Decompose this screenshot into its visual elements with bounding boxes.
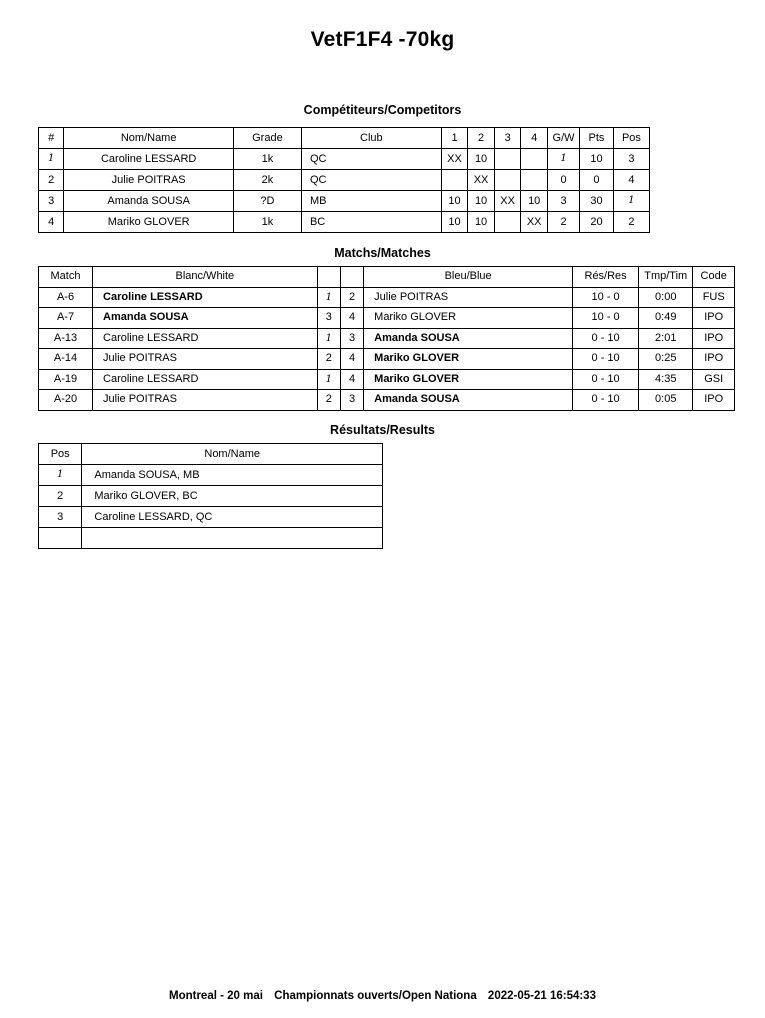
match-code: FUS — [693, 287, 735, 308]
match-result: 0 - 10 — [573, 349, 639, 370]
competitor-grade: 2k — [233, 170, 301, 191]
results-heading: Résultats/Results — [330, 423, 435, 437]
column-header: 4 — [521, 128, 548, 149]
match-code: IPO — [693, 390, 735, 411]
matches-table — [38, 266, 735, 411]
column-header: Code — [693, 267, 735, 288]
competitor-grade: 1k — [233, 212, 301, 233]
competitor-position: 1 — [613, 191, 649, 212]
column-header: Pts — [580, 128, 614, 149]
footer — [0, 990, 765, 1002]
result-name — [82, 528, 383, 549]
competitor-points: 30 — [580, 191, 614, 212]
match-id: A-6 — [39, 287, 93, 308]
competitor-round-2: 10 — [468, 212, 495, 233]
match-result: 0 - 10 — [573, 369, 639, 390]
match-white-number: 2 — [317, 349, 340, 370]
competitor-points: 20 — [580, 212, 614, 233]
table-row — [39, 528, 383, 549]
result-name: Mariko GLOVER, BC — [82, 486, 383, 507]
competitors-header-row — [39, 128, 650, 149]
table-row — [39, 287, 735, 308]
match-white-number: 1 — [317, 287, 340, 308]
column-header: Club — [301, 128, 441, 149]
match-white-name: Caroline LESSARD — [93, 328, 318, 349]
table-row — [39, 390, 735, 411]
competitor-grade: 1k — [233, 149, 301, 170]
result-position: 1 — [39, 465, 82, 486]
match-id: A-19 — [39, 369, 93, 390]
competitor-number: 2 — [39, 170, 64, 191]
result-position — [39, 528, 82, 549]
competitor-gw: 2 — [547, 212, 579, 233]
matches-section — [38, 266, 735, 411]
column-header: Bleu/Blue — [364, 267, 573, 288]
match-id: A-7 — [39, 308, 93, 329]
competitor-round-3 — [494, 212, 521, 233]
competitor-round-1 — [441, 170, 468, 191]
competitors-section — [38, 127, 650, 233]
footer-timestamp: 2022-05-21 16:54:33 — [487, 990, 596, 1002]
matches-heading: Matchs/Matches — [334, 246, 431, 260]
competitor-name: Mariko GLOVER — [64, 212, 233, 233]
competitor-name: Julie POITRAS — [64, 170, 233, 191]
match-blue-name: Amanda SOUSA — [364, 390, 573, 411]
column-header: Blanc/White — [93, 267, 318, 288]
match-white-name: Caroline LESSARD — [93, 287, 318, 308]
match-time: 0:49 — [639, 308, 693, 329]
table-row — [39, 191, 650, 212]
competitor-number: 4 — [39, 212, 64, 233]
competitors-heading: Compétiteurs/Competitors — [303, 103, 462, 117]
competitor-club: QC — [301, 149, 441, 170]
match-white-number: 1 — [317, 369, 340, 390]
competitor-round-1: XX — [441, 149, 468, 170]
result-position: 3 — [39, 507, 82, 528]
match-time: 2:01 — [639, 328, 693, 349]
match-id: A-13 — [39, 328, 93, 349]
table-row — [39, 465, 383, 486]
competitor-gw: 1 — [547, 149, 579, 170]
match-white-number: 3 — [317, 308, 340, 329]
table-row — [39, 507, 383, 528]
table-row — [39, 328, 735, 349]
competitor-round-3 — [494, 149, 521, 170]
table-row — [39, 170, 650, 191]
table-row — [39, 486, 383, 507]
competitor-position: 3 — [613, 149, 649, 170]
match-blue-number: 4 — [340, 349, 363, 370]
match-time: 0:00 — [639, 287, 693, 308]
column-header — [340, 267, 363, 288]
match-result: 10 - 0 — [573, 287, 639, 308]
match-blue-number: 2 — [340, 287, 363, 308]
match-white-name: Amanda SOUSA — [93, 308, 318, 329]
competitor-round-4 — [521, 149, 548, 170]
match-blue-name: Julie POITRAS — [364, 287, 573, 308]
match-white-name: Julie POITRAS — [93, 390, 318, 411]
competitor-points: 10 — [580, 149, 614, 170]
match-code: IPO — [693, 308, 735, 329]
competitor-round-3: XX — [494, 191, 521, 212]
match-result: 0 - 10 — [573, 390, 639, 411]
table-row — [39, 369, 735, 390]
column-header: Pos — [613, 128, 649, 149]
match-blue-number: 4 — [340, 308, 363, 329]
table-row — [39, 212, 650, 233]
match-blue-number: 3 — [340, 328, 363, 349]
column-header — [317, 267, 340, 288]
column-header: Nom/Name — [82, 444, 383, 465]
competitor-position: 4 — [613, 170, 649, 191]
competitor-round-2: 10 — [468, 191, 495, 212]
column-header: 2 — [468, 128, 495, 149]
column-header: Grade — [233, 128, 301, 149]
column-header: Rés/Res — [573, 267, 639, 288]
footer-event: Championnats ouverts/Open Nationa — [274, 990, 477, 1002]
column-header: G/W — [547, 128, 579, 149]
match-result: 10 - 0 — [573, 308, 639, 329]
competitor-round-4 — [521, 170, 548, 191]
competitor-grade: ?D — [233, 191, 301, 212]
column-header: Tmp/Tim — [639, 267, 693, 288]
match-white-number: 1 — [317, 328, 340, 349]
match-blue-number: 3 — [340, 390, 363, 411]
match-white-name: Julie POITRAS — [93, 349, 318, 370]
competitor-round-2: XX — [468, 170, 495, 191]
results-section — [38, 443, 383, 549]
table-row — [39, 308, 735, 329]
match-white-name: Caroline LESSARD — [93, 369, 318, 390]
competitor-round-4: 10 — [521, 191, 548, 212]
competitor-gw: 3 — [547, 191, 579, 212]
match-white-number: 2 — [317, 390, 340, 411]
match-blue-name: Mariko GLOVER — [364, 369, 573, 390]
match-id: A-14 — [39, 349, 93, 370]
result-name: Caroline LESSARD, QC — [82, 507, 383, 528]
match-blue-name: Mariko GLOVER — [364, 349, 573, 370]
competitor-round-3 — [494, 170, 521, 191]
matches-header-row — [39, 267, 735, 288]
competitor-round-2: 10 — [468, 149, 495, 170]
footer-location: Montreal - 20 mai — [169, 990, 263, 1002]
match-time: 0:25 — [639, 349, 693, 370]
column-header: Match — [39, 267, 93, 288]
competitor-name: Amanda SOUSA — [64, 191, 233, 212]
page-title: VetF1F4 -70kg — [310, 28, 455, 51]
competitor-club: BC — [301, 212, 441, 233]
competitor-round-4: XX — [521, 212, 548, 233]
match-id: A-20 — [39, 390, 93, 411]
competitor-points: 0 — [580, 170, 614, 191]
column-header: Nom/Name — [64, 128, 233, 149]
competitor-round-1: 10 — [441, 212, 468, 233]
result-position: 2 — [39, 486, 82, 507]
match-time: 4:35 — [639, 369, 693, 390]
competitor-club: MB — [301, 191, 441, 212]
match-time: 0:05 — [639, 390, 693, 411]
match-code: IPO — [693, 349, 735, 370]
column-header: # — [39, 128, 64, 149]
table-row — [39, 149, 650, 170]
column-header: 3 — [494, 128, 521, 149]
match-code: IPO — [693, 328, 735, 349]
competitor-position: 2 — [613, 212, 649, 233]
competitors-table — [38, 127, 650, 233]
competitor-number: 3 — [39, 191, 64, 212]
competitor-name: Caroline LESSARD — [64, 149, 233, 170]
result-name: Amanda SOUSA, MB — [82, 465, 383, 486]
table-row — [39, 349, 735, 370]
results-table — [38, 443, 383, 549]
competitor-number: 1 — [39, 149, 64, 170]
results-header-row — [39, 444, 383, 465]
competitor-gw: 0 — [547, 170, 579, 191]
match-blue-name: Amanda SOUSA — [364, 328, 573, 349]
match-blue-name: Mariko GLOVER — [364, 308, 573, 329]
competitor-round-1: 10 — [441, 191, 468, 212]
match-result: 0 - 10 — [573, 328, 639, 349]
match-blue-number: 4 — [340, 369, 363, 390]
column-header: Pos — [39, 444, 82, 465]
competitor-club: QC — [301, 170, 441, 191]
column-header: 1 — [441, 128, 468, 149]
match-code: GSI — [693, 369, 735, 390]
